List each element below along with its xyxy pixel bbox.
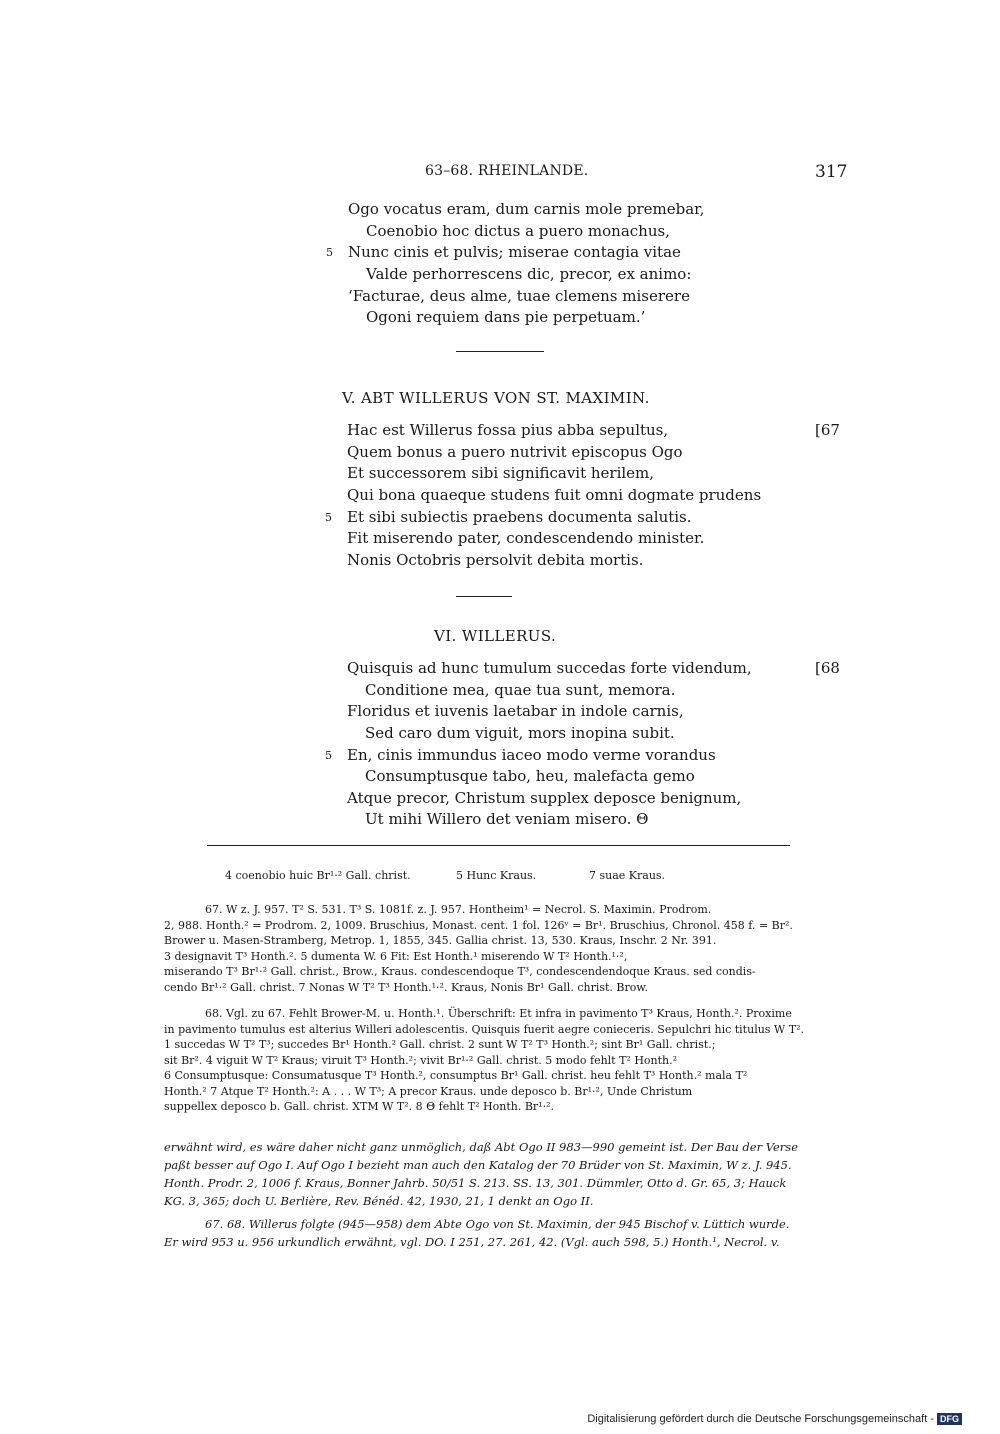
digitization-credit <box>587 1413 962 1425</box>
note-line: 3 designavit T³ Honth.². 5 dumenta W. 6 Fit: Est Honth.¹ miserendo W T² Honth.¹·², <box>164 950 628 963</box>
verse-line: Nunc cinis et pulvis; miserae contagia vitae <box>348 243 681 261</box>
note-line: 2, 988. Honth.² = Prodrom. 2, 1009. Bruschius, Monast. cent. 1 fol. 126ᵛ = Br¹. Bruschius, Chronol. 458 f. = Br². <box>164 919 793 932</box>
section-title: VI. WILLERUS. <box>434 627 557 645</box>
verse-line: Hac est Willerus fossa pius abba sepultus, <box>347 421 669 439</box>
verse-line: Qui bona quaeque studens fuit omni dogmate prudens <box>347 486 762 504</box>
page-number: 317 <box>815 162 848 182</box>
verse-line: Sed caro dum viguit, mors inopina subit. <box>365 724 675 742</box>
section-divider <box>456 596 512 597</box>
verse-line: Valde perhorrescens dic, precor, ex animo: <box>366 265 692 283</box>
line-number: 5 <box>326 246 333 259</box>
section-divider <box>456 351 544 352</box>
note-poem1-5: 5 Hunc Kraus. <box>456 869 537 882</box>
note-poem1-7: 7 suae Kraus. <box>589 869 666 882</box>
apparatus-rule <box>207 845 790 846</box>
verse-line: Quisquis ad hunc tumulum succedas forte videndum, <box>347 659 752 677</box>
verse-line: Consumptusque tabo, heu, malefacta gemo <box>365 767 695 785</box>
verse-line: Ogo vocatus eram, dum carnis mole premebar, <box>348 200 705 218</box>
verse-line: Et successorem sibi significavit herilem, <box>347 464 655 482</box>
margin-reference: [67 <box>815 421 840 439</box>
dfg-logo: DFG <box>937 1413 962 1425</box>
running-title: 63–68. RHEINLANDE. <box>425 163 589 179</box>
verse-line: Nonis Octobris persolvit debita mortis. <box>347 551 644 569</box>
commentary-line: paßt besser auf Ogo I. Auf Ogo I bezieht man auch den Katalog der 70 Brüder von St. Maximin, W z. J. 945. <box>164 1158 792 1172</box>
commentary-line: KG. 3, 365; doch U. Berlière, Rev. Bénéd. 42, 1930, 21, 1 denkt an Ogo II. <box>164 1194 594 1208</box>
commentary-line: 67. 68. Willerus folgte (945—958) dem Abte Ogo von St. Maximin, der 945 Bischof v. Lüttich wurde. <box>205 1217 790 1231</box>
note-line: cendo Br¹·² Gall. christ. 7 Nonas W T² T³ Honth.¹·². Kraus, Nonis Br¹ Gall. christ. Brow. <box>164 981 648 994</box>
note-line: 1 succedas W T² T³; succedes Br¹ Honth.² Gall. christ. 2 sunt W T² T³ Honth.²; sint Br¹ Gall. christ.; <box>164 1038 716 1051</box>
note-line: in pavimento tumulus est alterius Willeri adolescentis. Quisquis fuerit aegre conieceris. Sepulchri hic titulus W T². <box>164 1023 804 1036</box>
verse-line: Conditione mea, quae tua sunt, memora. <box>365 681 676 699</box>
commentary-line: erwähnt wird, es wäre daher nicht ganz unmöglich, daß Abt Ogo II 983—990 gemeint ist. Der Bau der Verse <box>164 1140 798 1154</box>
line-number: 5 <box>325 511 332 524</box>
note-line: Honth.² 7 Atque T² Honth.²: A . . . W T³; A precor Kraus. unde deposco b. Br¹·², Unde Christum <box>164 1085 693 1098</box>
line-number: 5 <box>325 749 332 762</box>
commentary-line: Er wird 953 u. 956 urkundlich erwähnt, vgl. DO. I 251, 27. 261, 42. (Vgl. auch 598, 5.) Honth.¹, Necrol. v. <box>164 1235 780 1249</box>
verse-line: Fit miserendo pater, condescendendo minister. <box>347 529 705 547</box>
note-line: Brower u. Masen-Stramberg, Metrop. 1, 1855, 345. Gallia christ. 13, 530. Kraus, Inschr. 2 Nr. 391. <box>164 934 717 947</box>
commentary-line: Honth. Prodr. 2, 1006 f. Kraus, Bonner Jahrb. 50/51 S. 213. SS. 13, 301. Dümmler, Otto d. Gr. 65, 3; Hauck <box>164 1176 787 1190</box>
margin-reference: [68 <box>815 659 840 677</box>
verse-line: Coenobio hoc dictus a puero monachus, <box>366 222 670 240</box>
verse-line: En, cinis immundus iaceo modo verme vorandus <box>347 746 716 764</box>
note-poem1-4: 4 coenobio huic Br¹·² Gall. christ. <box>225 869 411 882</box>
verse-line: Ogoni requiem dans pie perpetuam.’ <box>366 308 646 326</box>
verse-line: Quem bonus a puero nutrivit episcopus Ogo <box>347 443 683 461</box>
verse-line: Ut mihi Willero det veniam misero. Θ <box>365 810 649 828</box>
note-line: 68. Vgl. zu 67. Fehlt Brower-M. u. Honth.¹. Überschrift: Et infra in pavimento T³ Kraus, Honth.². Proxime <box>205 1007 792 1020</box>
note-line: 67. W z. J. 957. T² S. 531. T³ S. 1081f. z. J. 957. Hontheim¹ = Necrol. S. Maximin. Prodrom. <box>205 903 712 916</box>
verse-line: Floridus et iuvenis laetabar in indole carnis, <box>347 702 684 720</box>
section-title: V. ABT WILLERUS VON ST. MAXIMIN. <box>342 389 650 407</box>
note-line: sit Br². 4 viguit W T² Kraus; viruit T³ Honth.²; vivit Br¹·² Gall. christ. 5 modo fehlt T² Honth.² <box>164 1054 678 1067</box>
note-line: 6 Consumptusque: Consumatusque T³ Honth.², consumptus Br¹ Gall. christ. heu fehlt T³ Honth.² mala T² <box>164 1069 748 1082</box>
note-line: miserando T³ Br¹·² Gall. christ., Brow., Kraus. condescendoque T³, condescendendoque Kraus. sed condis- <box>164 965 756 978</box>
verse-line: ‘Facturae, deus alme, tuae clemens miserere <box>348 287 690 305</box>
note-line: suppellex deposco b. Gall. christ. XTM W T². 8 Θ fehlt T² Honth. Br¹·². <box>164 1100 554 1113</box>
verse-line: Et sibi subiectis praebens documenta salutis. <box>347 508 692 526</box>
verse-line: Atque precor, Christum supplex deposce benignum, <box>347 789 742 807</box>
credit-text: Digitalisierung gefördert durch die Deutsche Forschungsgemeinschaft - <box>587 1413 934 1425</box>
